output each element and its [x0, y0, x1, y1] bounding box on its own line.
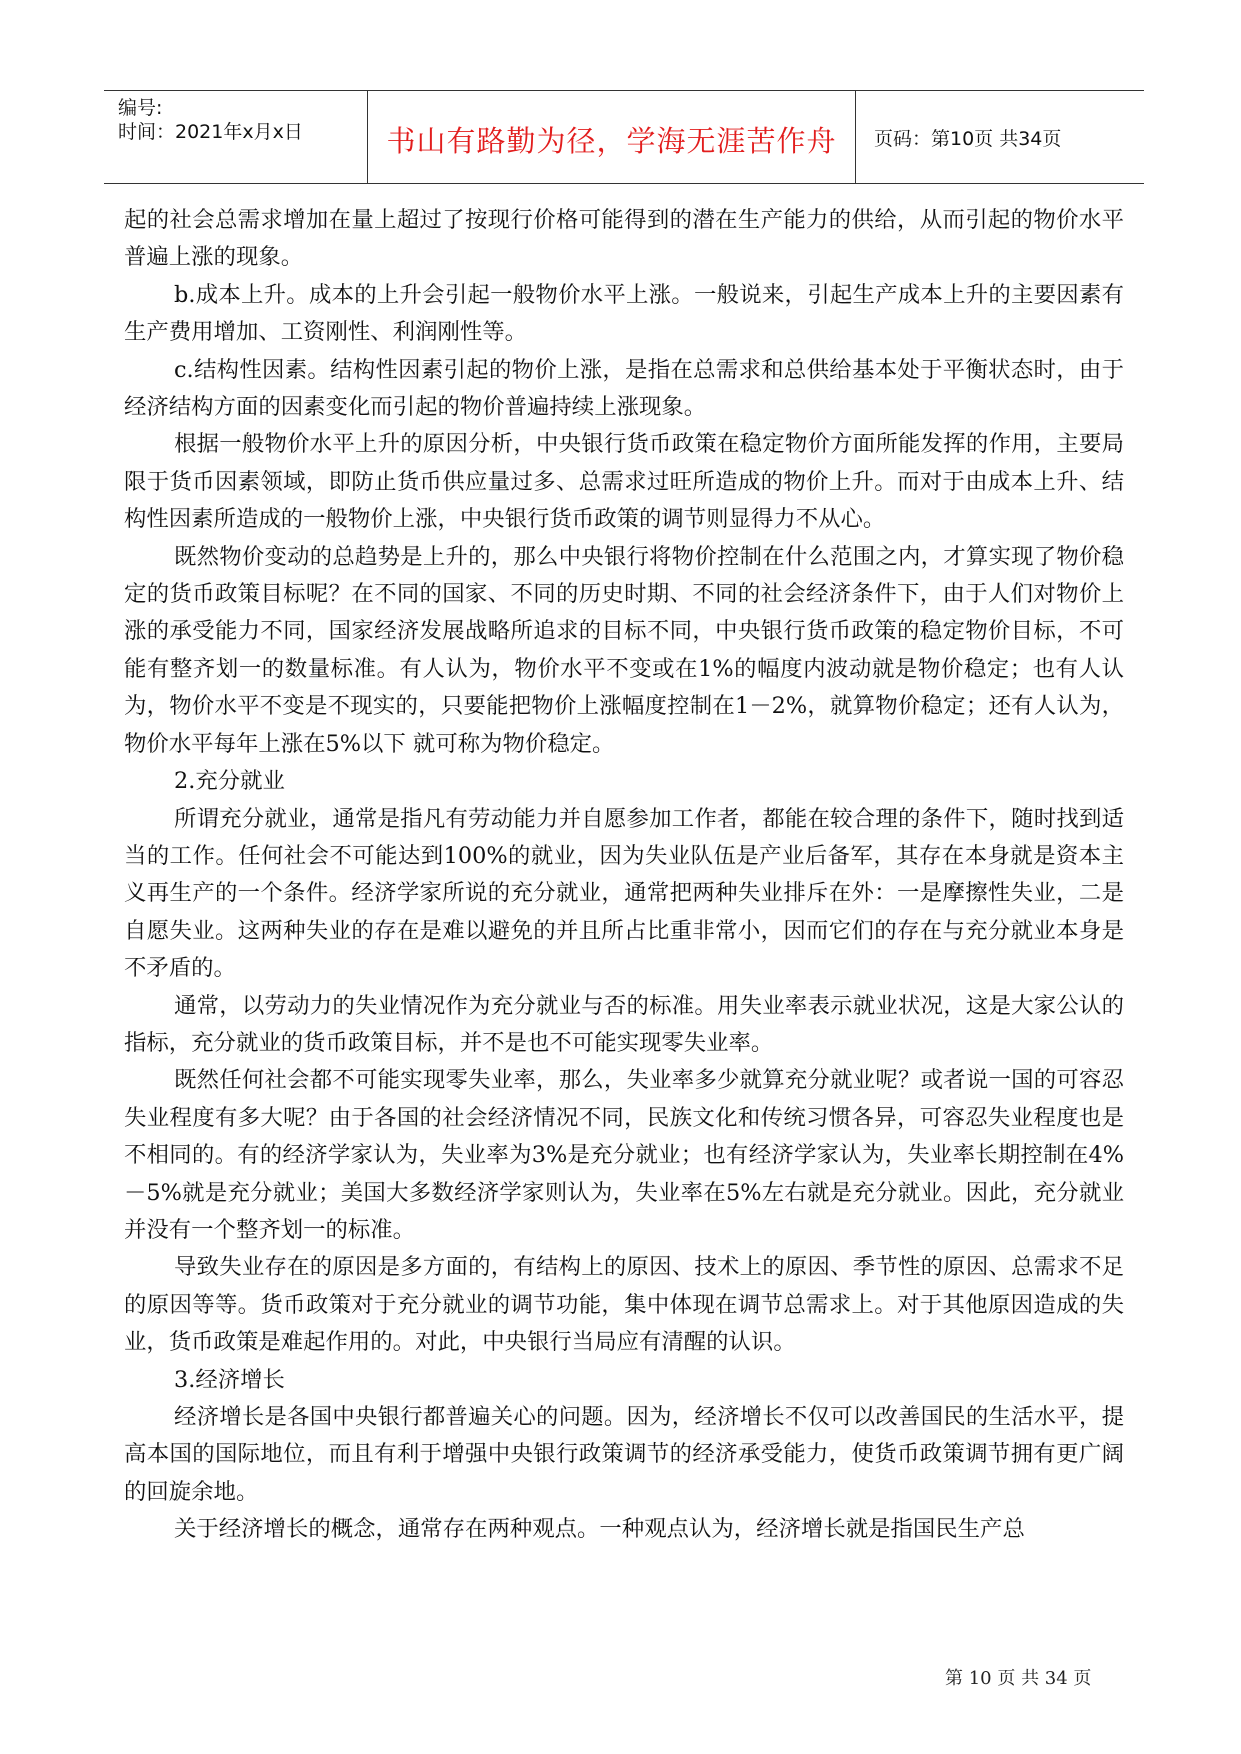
document-header — [104, 90, 1144, 184]
header-right-cell — [856, 91, 1144, 183]
paragraph: 所谓充分就业，通常是指凡有劳动能力并自愿参加工作者，都能在较合理的条件下，随时找到适当的工作。任何社会不可能达到100%的就业，因为失业队伍是产业后备军，其存在本身就是资本主义再生产的一个条件。经济学家所说的充分就业，通常把两种失业排斥在外：一是摩擦性失业，二是自愿失业。这两种失业的存在是难以避免的并且所占比重非常小，因而它们的存在与充分就业本身是不矛盾的。 — [124, 805, 1124, 982]
paragraph: 经济增长是各国中央银行都普遍关心的问题。因为，经济增长不仅可以改善国民的生活水平，提高本国的国际地位，而且有利于增强中央银行政策调节的经济承受能力，使货币政策调节拥有更广阔的回旋余地。 — [124, 1404, 1124, 1505]
paragraph: 关于经济增长的概念，通常存在两种观点。一种观点认为，经济增长就是指国民生产总 — [174, 1516, 1025, 1543]
header-left-cell — [104, 91, 367, 183]
paragraph: 起的社会总需求增加在量上超过了按现行价格可能得到的潜在生产能力的供给，从而引起的物价水平普遍上涨的现象。 — [124, 207, 1124, 271]
paragraph: 导致失业存在的原因是多方面的，有结构上的原因、技术上的原因、季节性的原因、总需求不足的原因等等。货币政策对于充分就业的调节功能，集中体现在调节总需求上。对于其他原因造成的失业，货币政策是难起作用的。对此，中央银行当局应有清醒的认识。 — [124, 1254, 1124, 1356]
document-body — [124, 202, 1124, 1549]
paragraph: c.结构性因素。结构性因素引起的物价上涨，是指在总需求和总供给基本处于平衡状态时，由于经济结构方面的因素变化而引起的物价普遍持续上涨现象。 — [124, 356, 1124, 421]
section-heading-full-employment: 2.充分就业 — [174, 768, 285, 795]
paragraph: 既然任何社会都不可能实现零失业率，那么，失业率多少就算充分就业呢？或者说一国的可容忍失业程度有多大呢？由于各国的社会经济情况不同，民族文化和传统习惯各异，可容忍失业程度也是不相同的。有的经济学家认为，失业率为3%是充分就业；也有经济学家认为，失业率长期控制在4%－5%就是充分就业；美国大多数经济学家则认为，失业率在5%左右就是充分就业。因此，充分就业并没有一个整齐划一的标准。 — [124, 1067, 1124, 1243]
paragraph: b.成本上升。成本的上升会引起一般物价水平上涨。一般说来，引起生产成本上升的主要因素有生产费用增加、工资刚性、利润刚性等。 — [124, 281, 1124, 346]
paragraph: 既然物价变动的总趋势是上升的，那么中央银行将物价控制在什么范围之内，才算实现了物价稳定的货币政策目标呢？在不同的国家、不同的历史时期、不同的社会经济条件下，由于人们对物价上涨的承受能力不同，国家经济发展战略所追求的目标不同，中央银行货币政策的稳定物价目标，不可能有整齐划一的数量标准。有人认为，物价水平不变或在1%的幅度内波动就是物价稳定；也有人认为，物价水平不变是不现实的，只要能把物价上涨幅度控制在1－2%，就算物价稳定；还有人认为，物价水平每年上涨在5%以下 就可称为物价稳定。 — [124, 543, 1124, 757]
document-number-label: 编号: — [118, 97, 163, 119]
section-heading-economic-growth: 3.经济增长 — [174, 1366, 285, 1393]
paragraph: 通常，以劳动力的失业情况作为充分就业与否的标准。用失业率表示就业状况，这是大家公认的指标，充分就业的货币政策目标，并不是也不可能实现零失业率。 — [124, 992, 1124, 1056]
page-footer-number: 第 10 页 共 34 页 — [945, 1668, 1092, 1689]
paragraph: 根据一般物价水平上升的原因分析，中央银行货币政策在稳定物价方面所能发挥的作用，主要局限于货币因素领域，即防止货币供应量过多、总需求过旺所造成的物价上升。而对于由成本上升、结构性因素所造成的一般物价上涨，中央银行货币政策的调节则显得力不从心。 — [124, 431, 1124, 533]
header-middle-cell — [367, 91, 856, 183]
document-time-label: 时间：2021年x月x日 — [118, 121, 303, 143]
header-motto: 书山有路勤为径，学海无涯苦作舟 — [386, 124, 837, 158]
header-page-info: 页码：第10页 共34页 — [874, 128, 1062, 150]
